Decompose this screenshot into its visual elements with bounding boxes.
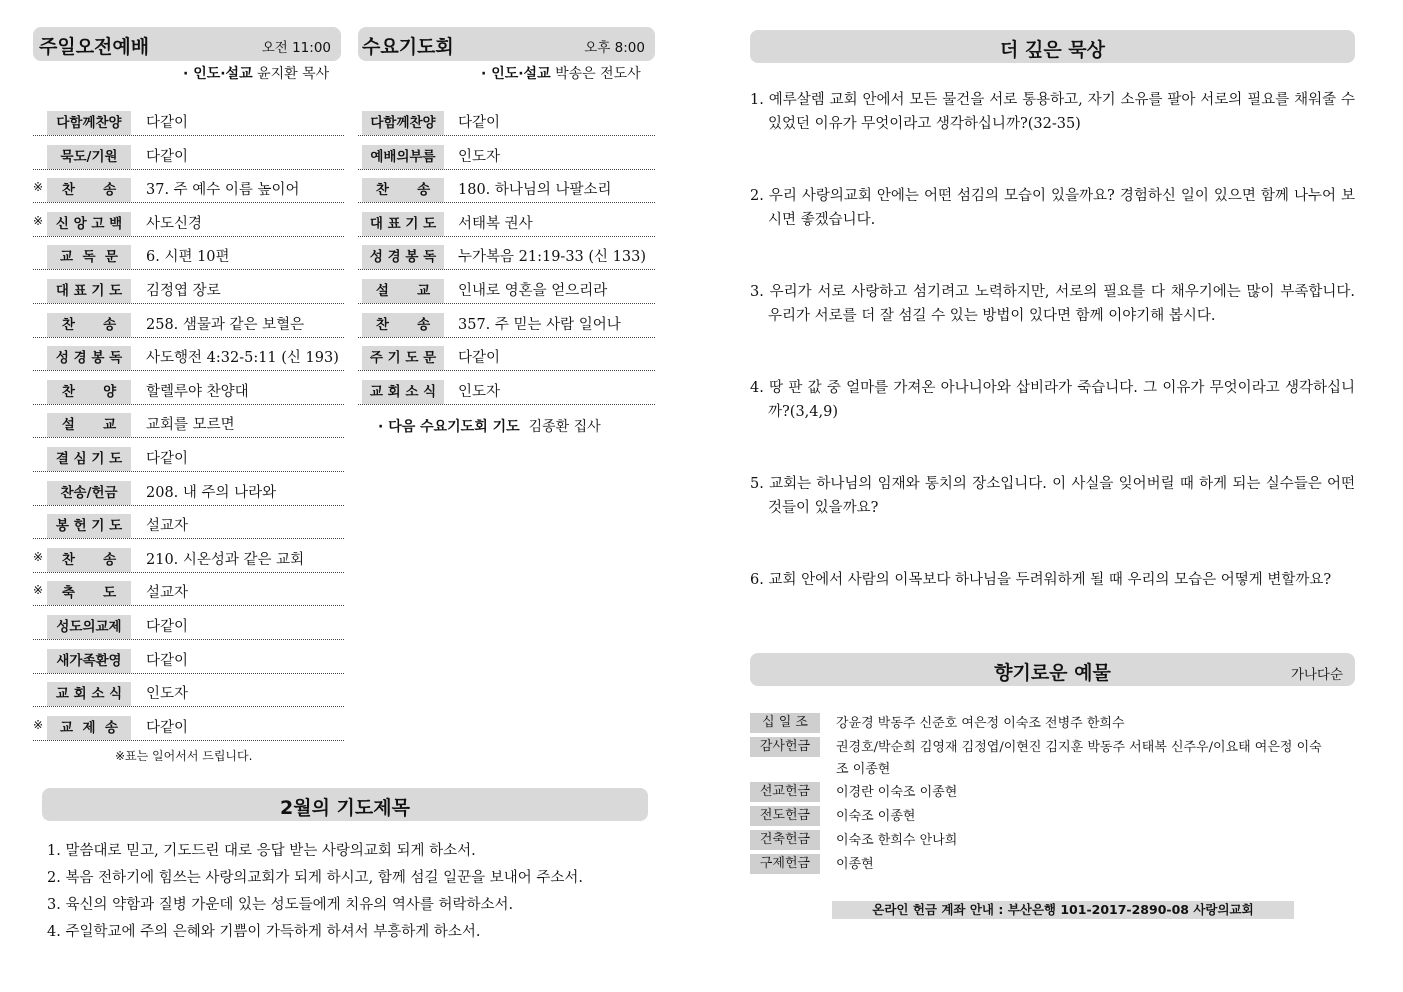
next-prayer — [378, 416, 601, 436]
order-value: 다같이 — [146, 719, 189, 736]
order-label: 찬 송 — [47, 548, 131, 572]
order-value: 인도자 — [146, 686, 189, 703]
order-value: 208. 내 주의 나라와 — [146, 484, 277, 501]
order-row — [33, 439, 344, 472]
order-label: 성 경 봉 독 — [47, 346, 131, 370]
wednesday-leader-prefix: · 인도·설교 — [481, 66, 551, 82]
order-value: 357. 주 믿는 사람 일어나 — [458, 316, 621, 333]
order-label: 성 경 봉 독 — [362, 245, 444, 269]
order-row — [33, 170, 344, 203]
order-value: 인내로 영혼을 얻으리라 — [458, 283, 608, 299]
order-value: 인도자 — [458, 383, 501, 400]
sunday-header-bar — [33, 27, 341, 61]
order-row — [358, 372, 655, 405]
order-label: 찬 송 — [47, 178, 131, 202]
order-value: 258. 샘물과 같은 보혈은 — [146, 316, 305, 333]
order-label: 교 회 소 식 — [47, 682, 131, 706]
standing-mark: ※ — [33, 717, 44, 732]
order-label: 축 도 — [47, 581, 131, 605]
order-value: 사도행전 4:32-5:11 (신 193) — [146, 350, 339, 367]
standing-mark: ※ — [33, 180, 44, 195]
order-row — [358, 338, 655, 371]
wednesday-service-time: 오후 8:00 — [584, 40, 645, 56]
order-label: 찬송/헌금 — [47, 481, 131, 505]
order-row — [358, 103, 655, 136]
offering-row — [750, 782, 1310, 804]
offering-label: 건축헌금 — [750, 830, 820, 850]
standing-note: ※표는 일어서서 드립니다. — [115, 749, 253, 763]
offering-row — [750, 830, 1310, 852]
order-row — [358, 305, 655, 338]
prayer-header-bar — [42, 788, 648, 821]
offering-label: 전도헌금 — [750, 806, 820, 826]
order-value: 인도자 — [458, 148, 501, 165]
meditation-question: 5. 교회는 하나님의 임재와 통치의 장소입니다. 이 사실을 잊어버릴 때 하게 되는 실수들은 어떤 것들이 있을까요? — [750, 476, 1355, 516]
order-row — [33, 271, 344, 304]
order-value: 다같이 — [146, 619, 189, 635]
order-row — [33, 338, 344, 371]
order-row — [33, 708, 344, 741]
sunday-service-time: 오전 11:00 — [261, 40, 331, 56]
offering-names: 권경호/박순희 김영재 김정엽/이현진 김지훈 박동주 서태복 신주우/이요태 여은정 이숙조 이종현 — [836, 740, 1322, 777]
wednesday-leader — [481, 63, 641, 83]
order-value: 다같이 — [458, 350, 501, 367]
order-row — [33, 372, 344, 405]
order-label: 다함께찬양 — [362, 111, 444, 135]
prayer-list — [47, 838, 583, 946]
order-value: 할렐루야 찬양대 — [146, 383, 249, 400]
order-row — [358, 271, 655, 304]
offering-title: 향기로운 예물 — [994, 662, 1111, 684]
order-row — [33, 137, 344, 170]
standing-mark: ※ — [33, 213, 44, 228]
next-prayer-name: 김종환 집사 — [528, 419, 601, 435]
prayer-title: 2월의 기도제목 — [280, 797, 410, 819]
order-label: 찬 송 — [362, 313, 444, 337]
order-row — [33, 473, 344, 506]
order-label: 다함께찬양 — [47, 111, 131, 135]
sunday-leader-name: 윤지환 목사 — [257, 66, 330, 82]
order-value: 서태복 권사 — [458, 215, 533, 232]
sunday-leader-prefix: · 인도·설교 — [183, 66, 253, 82]
sunday-leader — [183, 63, 329, 83]
order-row — [358, 237, 655, 270]
offering-header-bar — [750, 653, 1355, 686]
offering-row — [750, 854, 1310, 876]
order-value: 누가복음 21:19-33 (신 133) — [458, 249, 646, 266]
offering-label: 구제헌금 — [750, 854, 820, 874]
order-value: 37. 주 예수 이름 높이어 — [146, 182, 300, 199]
order-row — [358, 137, 655, 170]
order-row — [33, 607, 344, 640]
order-label: 대 표 기 도 — [47, 279, 131, 303]
wednesday-header-bar — [358, 27, 655, 61]
meditation-question: 1. 예루살렘 교회 안에서 모든 물건을 서로 통용하고, 자기 소유를 팔아 서로의 필요를 채워줄 수 있었던 이유가 무엇이라고 생각하십니까?(32-35) — [750, 92, 1355, 132]
order-label: 대 표 기 도 — [362, 212, 444, 236]
offering-names: 강윤경 박동주 신준호 여은정 이숙조 전병주 한희수 — [836, 716, 1125, 731]
order-value: 교회를 모르면 — [146, 417, 235, 434]
meditation-header-bar — [750, 30, 1355, 63]
wednesday-service-title: 수요기도회 — [362, 36, 454, 58]
order-row — [33, 405, 344, 438]
offering-label: 감사헌금 — [750, 737, 820, 757]
order-value: 다같이 — [146, 148, 189, 165]
order-label: 교 독 문 — [47, 245, 131, 269]
order-value: 다같이 — [146, 652, 189, 669]
meditation-question: 4. 땅 판 값 중 얼마를 가져온 아나니아와 삽비라가 죽습니다. 그 이유가 무엇이라고 생각하십니까?(3,4,9) — [750, 380, 1355, 420]
order-label: 새가족환영 — [47, 649, 131, 673]
offering-row — [750, 806, 1310, 828]
prayer-item: 4. 주일학교에 주의 은혜와 기쁨이 가득하게 하셔서 부흥하게 하소서. — [47, 924, 481, 940]
meditation-title: 더 깊은 묵상 — [1000, 39, 1105, 61]
order-value: 180. 하나님의 나팔소리 — [458, 182, 612, 199]
order-label: 찬 송 — [47, 313, 131, 337]
order-row — [33, 506, 344, 539]
order-row — [33, 305, 344, 338]
order-label: 찬 양 — [47, 380, 131, 404]
order-value: 다같이 — [146, 451, 189, 467]
order-label: 예배의부름 — [362, 145, 444, 169]
order-value: 210. 시온성과 같은 교회 — [146, 551, 305, 568]
order-row — [358, 170, 655, 203]
order-row — [33, 103, 344, 136]
standing-mark: ※ — [33, 549, 44, 564]
order-label: 성도의교제 — [47, 615, 131, 639]
order-value: 김정엽 장로 — [146, 283, 221, 299]
order-label: 설 교 — [47, 413, 131, 437]
order-value: 다같이 — [146, 115, 189, 131]
meditation-question: 6. 교회 안에서 사람의 이목보다 하나님을 두려워하게 될 때 우리의 모습은 어떻게 변할까요? — [750, 572, 1332, 588]
offering-names: 이경란 이숙조 이종현 — [836, 785, 958, 800]
order-label: 봉 헌 기 도 — [47, 514, 131, 538]
offering-label: 선교헌금 — [750, 782, 820, 802]
order-label: 신 앙 고 백 — [47, 212, 131, 236]
order-row — [33, 237, 344, 270]
sunday-service-title: 주일오전예배 — [39, 36, 150, 58]
offering-names: 이숙조 이종현 — [836, 809, 916, 824]
offering-order-note: 가나다순 — [1290, 667, 1343, 683]
order-label: 주 기 도 문 — [362, 346, 444, 370]
order-row — [33, 641, 344, 674]
order-row — [33, 674, 344, 707]
order-label: 설 교 — [362, 279, 444, 303]
standing-mark: ※ — [33, 583, 44, 598]
order-value: 사도신경 — [146, 215, 203, 232]
offering-names: 이숙조 한희수 안나희 — [836, 833, 958, 848]
order-value: 다같이 — [458, 115, 501, 131]
order-value: 6. 시편 10편 — [146, 249, 230, 266]
order-label: 교 회 소 식 — [362, 380, 444, 404]
offering-row — [750, 713, 1310, 735]
order-row — [358, 204, 655, 237]
offering-row — [750, 737, 1322, 777]
order-label: 찬 송 — [362, 178, 444, 202]
order-value: 설교자 — [146, 585, 189, 602]
order-label: 묵도/기원 — [47, 145, 131, 169]
order-row — [33, 573, 344, 606]
meditation-question: 2. 우리 사랑의교회 안에는 어떤 섬김의 모습이 있을까요? 경험하신 일이 있으면 함께 나누어 보시면 좋겠습니다. — [750, 188, 1355, 228]
order-row — [33, 540, 344, 573]
next-prayer-label: · 다음 수요기도회 기도 — [378, 419, 520, 435]
prayer-item: 2. 복음 전하기에 힘쓰는 사랑의교회가 되게 하시고, 함께 섬길 일꾼을 보내어 주소서. — [47, 870, 583, 886]
online-offering-account: 온라인 헌금 계좌 안내 : 부산은행 101-2017-2890-08 사랑의교회 — [832, 901, 1294, 919]
order-row — [33, 204, 344, 237]
offering-label: 십 일 조 — [750, 713, 820, 733]
offering-names: 이종현 — [836, 857, 874, 872]
order-label: 결 심 기 도 — [47, 447, 131, 471]
prayer-item: 3. 육신의 약함과 질병 가운데 있는 성도들에게 치유의 역사를 허락하소서. — [47, 897, 514, 913]
order-value: 설교자 — [146, 518, 189, 535]
order-label: 교 제 송 — [47, 716, 131, 740]
meditation-question: 3. 우리가 서로 사랑하고 섬기려고 노력하지만, 서로의 필요를 다 채우기에는 많이 부족합니다. 우리가 서로를 더 잘 섬길 수 있는 방법이 있다면 함께 이야기해 봅시다. — [750, 284, 1355, 324]
prayer-item: 1. 말씀대로 믿고, 기도드린 대로 응답 받는 사랑의교회 되게 하소서. — [47, 843, 476, 859]
wednesday-leader-name: 박송은 전도사 — [555, 66, 641, 82]
